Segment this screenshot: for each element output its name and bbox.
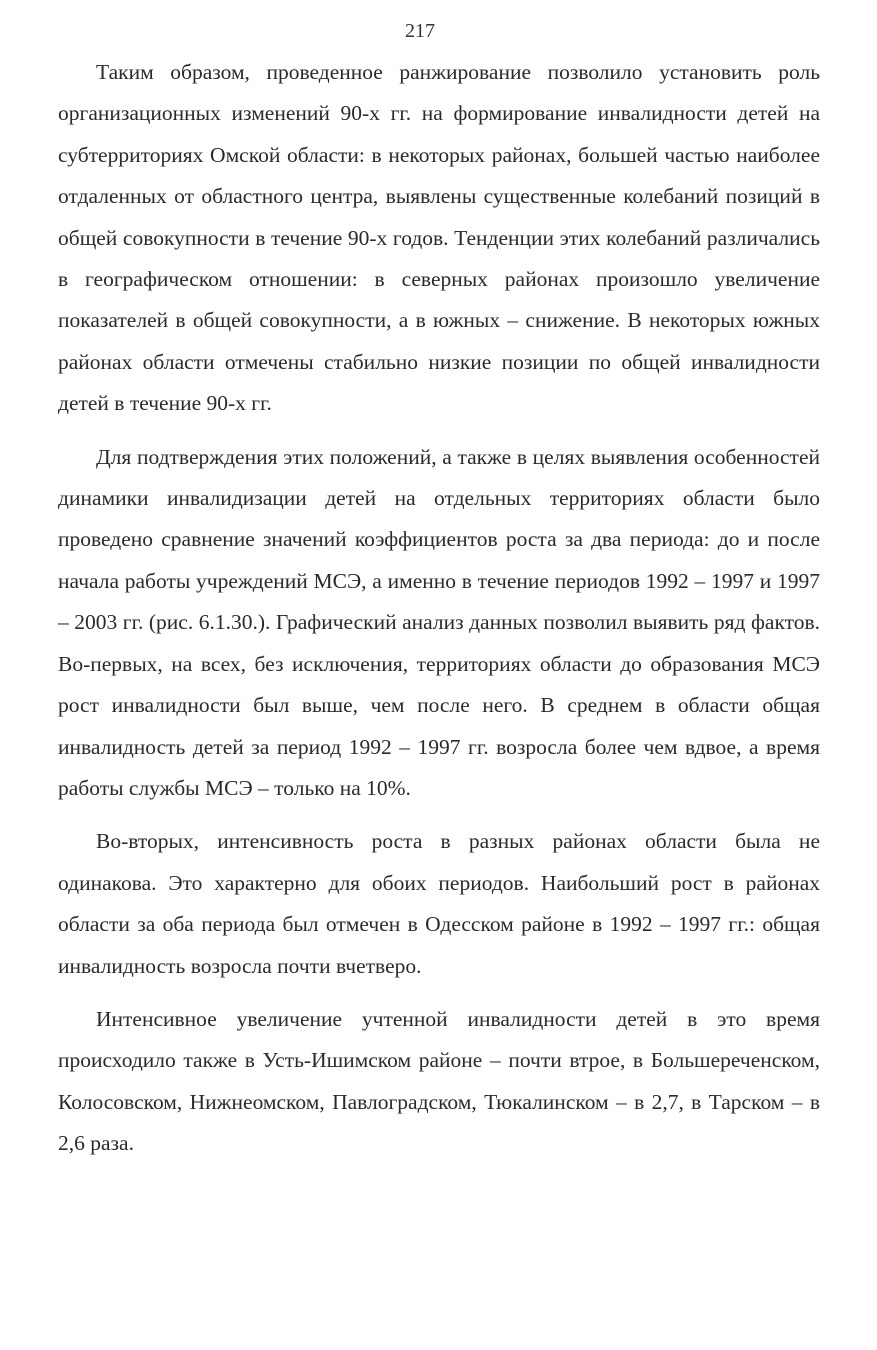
paragraph-3: Во-вторых, интенсивность роста в разных районах области была не одинакова. Это характерно для обоих периодов. Наибольший рост в районах области за оба периода был отмечен в Одесском районе в 1992 – 1997 гг.: общая инвалидность возросла почти вчетверо. <box>58 829 820 978</box>
paragraph-1: Таким образом, проведенное ранжирование позволило установить роль организационных изменений 90-х гг. на формирование инвалидности детей на субтерриториях Омской области: в некоторых районах, большей частью наиболее отдаленных от областного центра, выявлены существенные колебаний позиций в общей совокупности в течение 90-х годов. Тенденции этих колебаний различались в географическом отношении: в северных районах произошло увеличение показателей в общей совокупности, а в южных – снижение. В некоторых южных районах области отмечены стабильно низкие позиции по общей инвалидности детей в течение 90-х гг. <box>58 60 820 416</box>
body-text <box>58 52 820 1177</box>
paragraph-4: Интенсивное увеличение учтенной инвалидности детей в это время происходило также в Усть-Ишимском районе – почти втрое, в Большереченском, Колосовском, Нижнеомском, Павлоградском, Тюкалинском – в 2,7, в Тарском – в 2,6 раза. <box>58 1006 820 1156</box>
page-number: 217 <box>405 20 435 42</box>
paragraph-2: Для подтверждения этих положений, а также в целях выявления особенностей динамики инвалидизации детей на отдельных территориях области было проведено сравнение значений коэффициентов роста за два периода: до и после начала работы учреждений МСЭ, а именно в течение периодов 1992 – 1997 и 1997 – 2003 гг. (рис. 6.1.30.). Графический анализ данных позволил выявить ряд фактов. Во-первых, на всех, без исключения, территориях области до образования МСЭ рост инвалидности был выше, чем после него. В среднем в области общая инвалидность детей за период 1992 – 1997 гг. возросла более чем вдвое, а время работы службы МСЭ – только на 10%. <box>58 444 820 800</box>
